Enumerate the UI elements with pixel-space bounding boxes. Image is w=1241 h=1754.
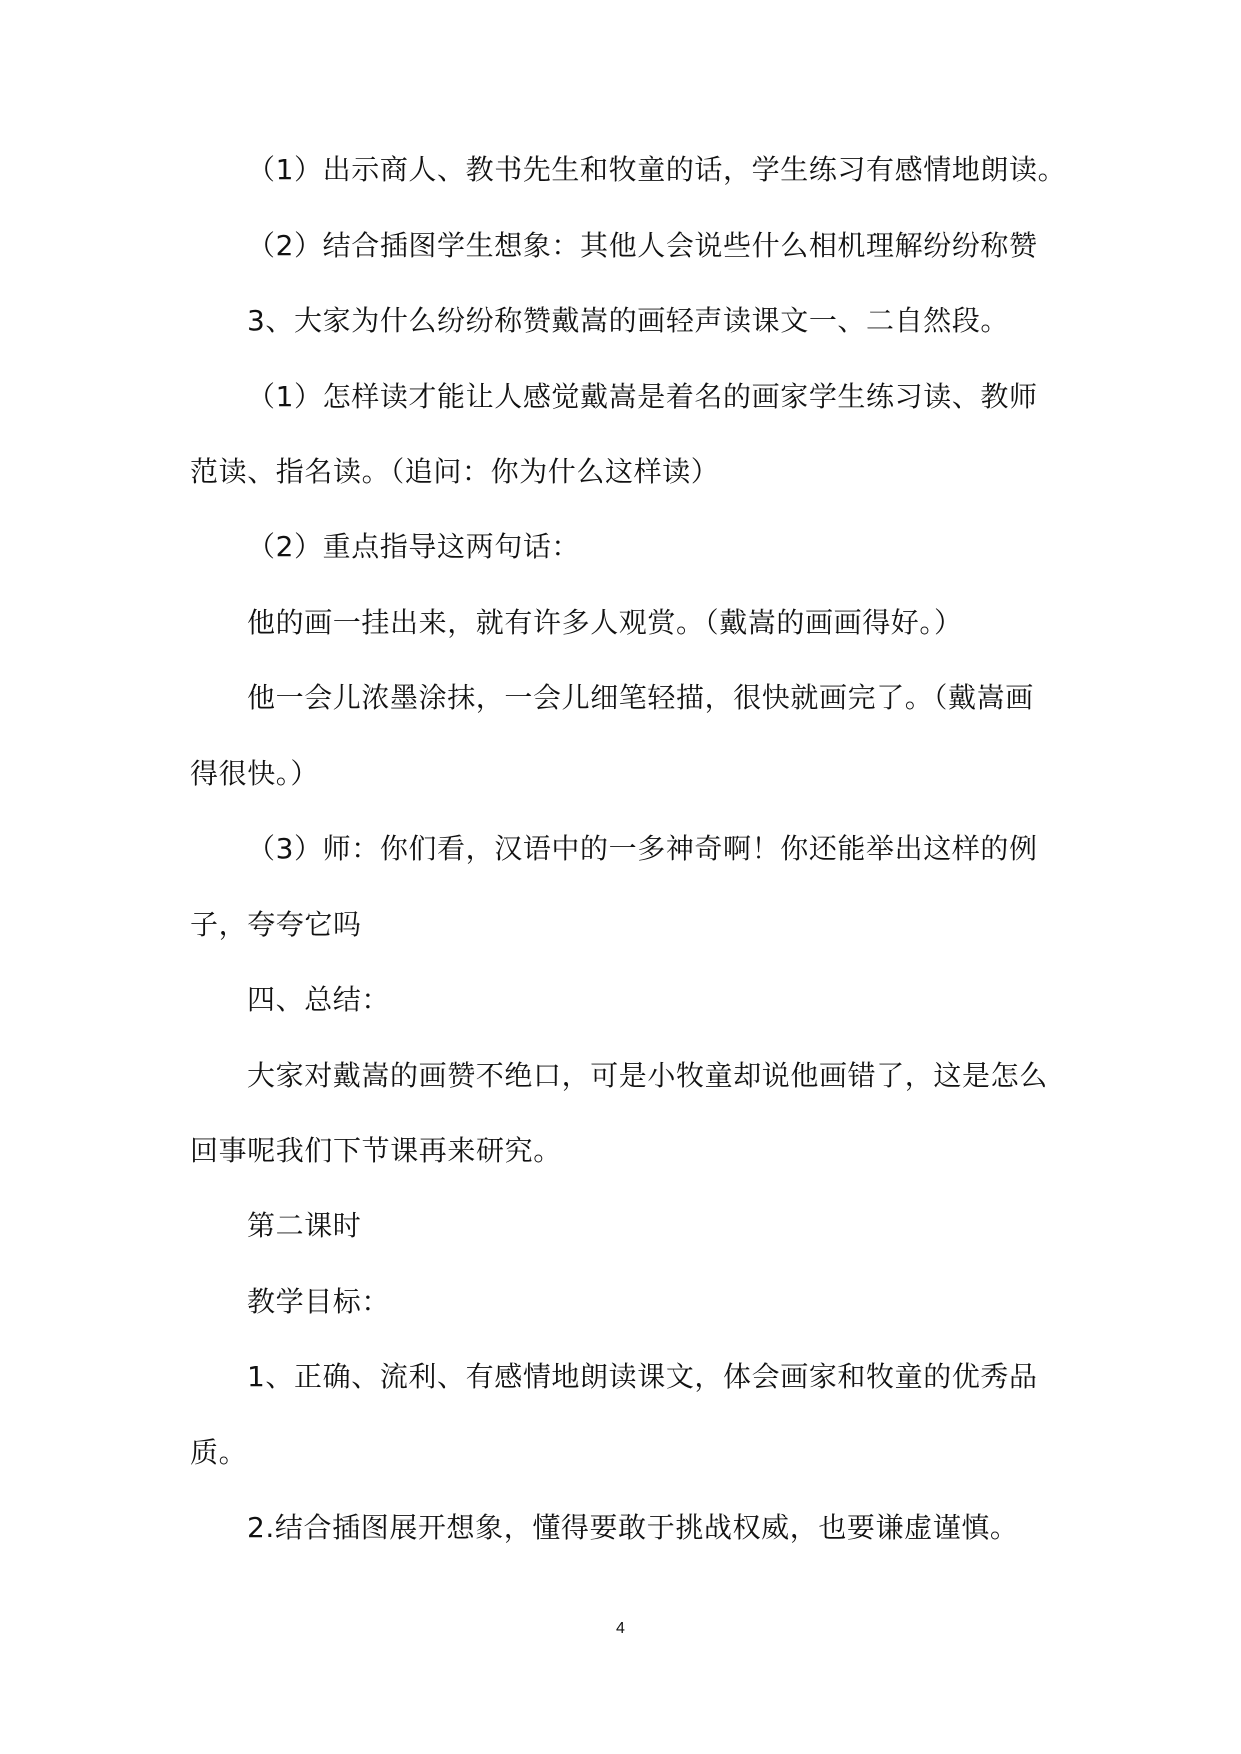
text-line: （3）师：你们看，汉语中的一多神奇啊！你还能举出这样的例	[247, 832, 1038, 865]
text-line: 2.结合插图展开想象，懂得要敢于挑战权威，也要谦虚谨慎。	[247, 1511, 1019, 1544]
text-line: 大家对戴嵩的画赞不绝口，可是小牧童却说他画错了，这是怎么	[247, 1059, 1048, 1092]
text-line: （1）怎样读才能让人感觉戴嵩是着名的画家学生练习读、教师	[247, 380, 1038, 413]
text-line: 质。	[190, 1436, 248, 1469]
text-line: 3、大家为什么纷纷称赞戴嵩的画轻声读课文一、二自然段。	[247, 304, 1010, 337]
text-line: 子，夸夸它吗	[190, 908, 362, 941]
text-line: 范读、指名读。（追问：你为什么这样读）	[190, 455, 720, 488]
text-line: （2）重点指导这两句话：	[247, 530, 581, 563]
text-line: （1）出示商人、教书先生和牧童的话，学生练习有感情地朗读。	[247, 153, 1067, 186]
text-line: 1、正确、流利、有感情地朗读课文，体会画家和牧童的优秀品	[247, 1360, 1038, 1393]
text-line: 得很快。）	[190, 757, 320, 790]
text-line: 回事呢我们下节课再来研究。	[190, 1134, 562, 1167]
page-number: 4	[616, 1620, 625, 1637]
section-heading: 第二课时	[247, 1209, 362, 1242]
section-heading: 四、总结：	[247, 983, 391, 1016]
text-line: 他一会儿浓墨涂抹，一会儿细笔轻描，很快就画完了。（戴嵩画	[247, 681, 1034, 714]
section-heading: 教学目标：	[247, 1285, 391, 1318]
text-line: 他的画一挂出来，就有许多人观赏。（戴嵩的画画得好。）	[247, 606, 963, 639]
text-line: （2）结合插图学生想象：其他人会说些什么相机理解纷纷称赞	[247, 229, 1038, 262]
